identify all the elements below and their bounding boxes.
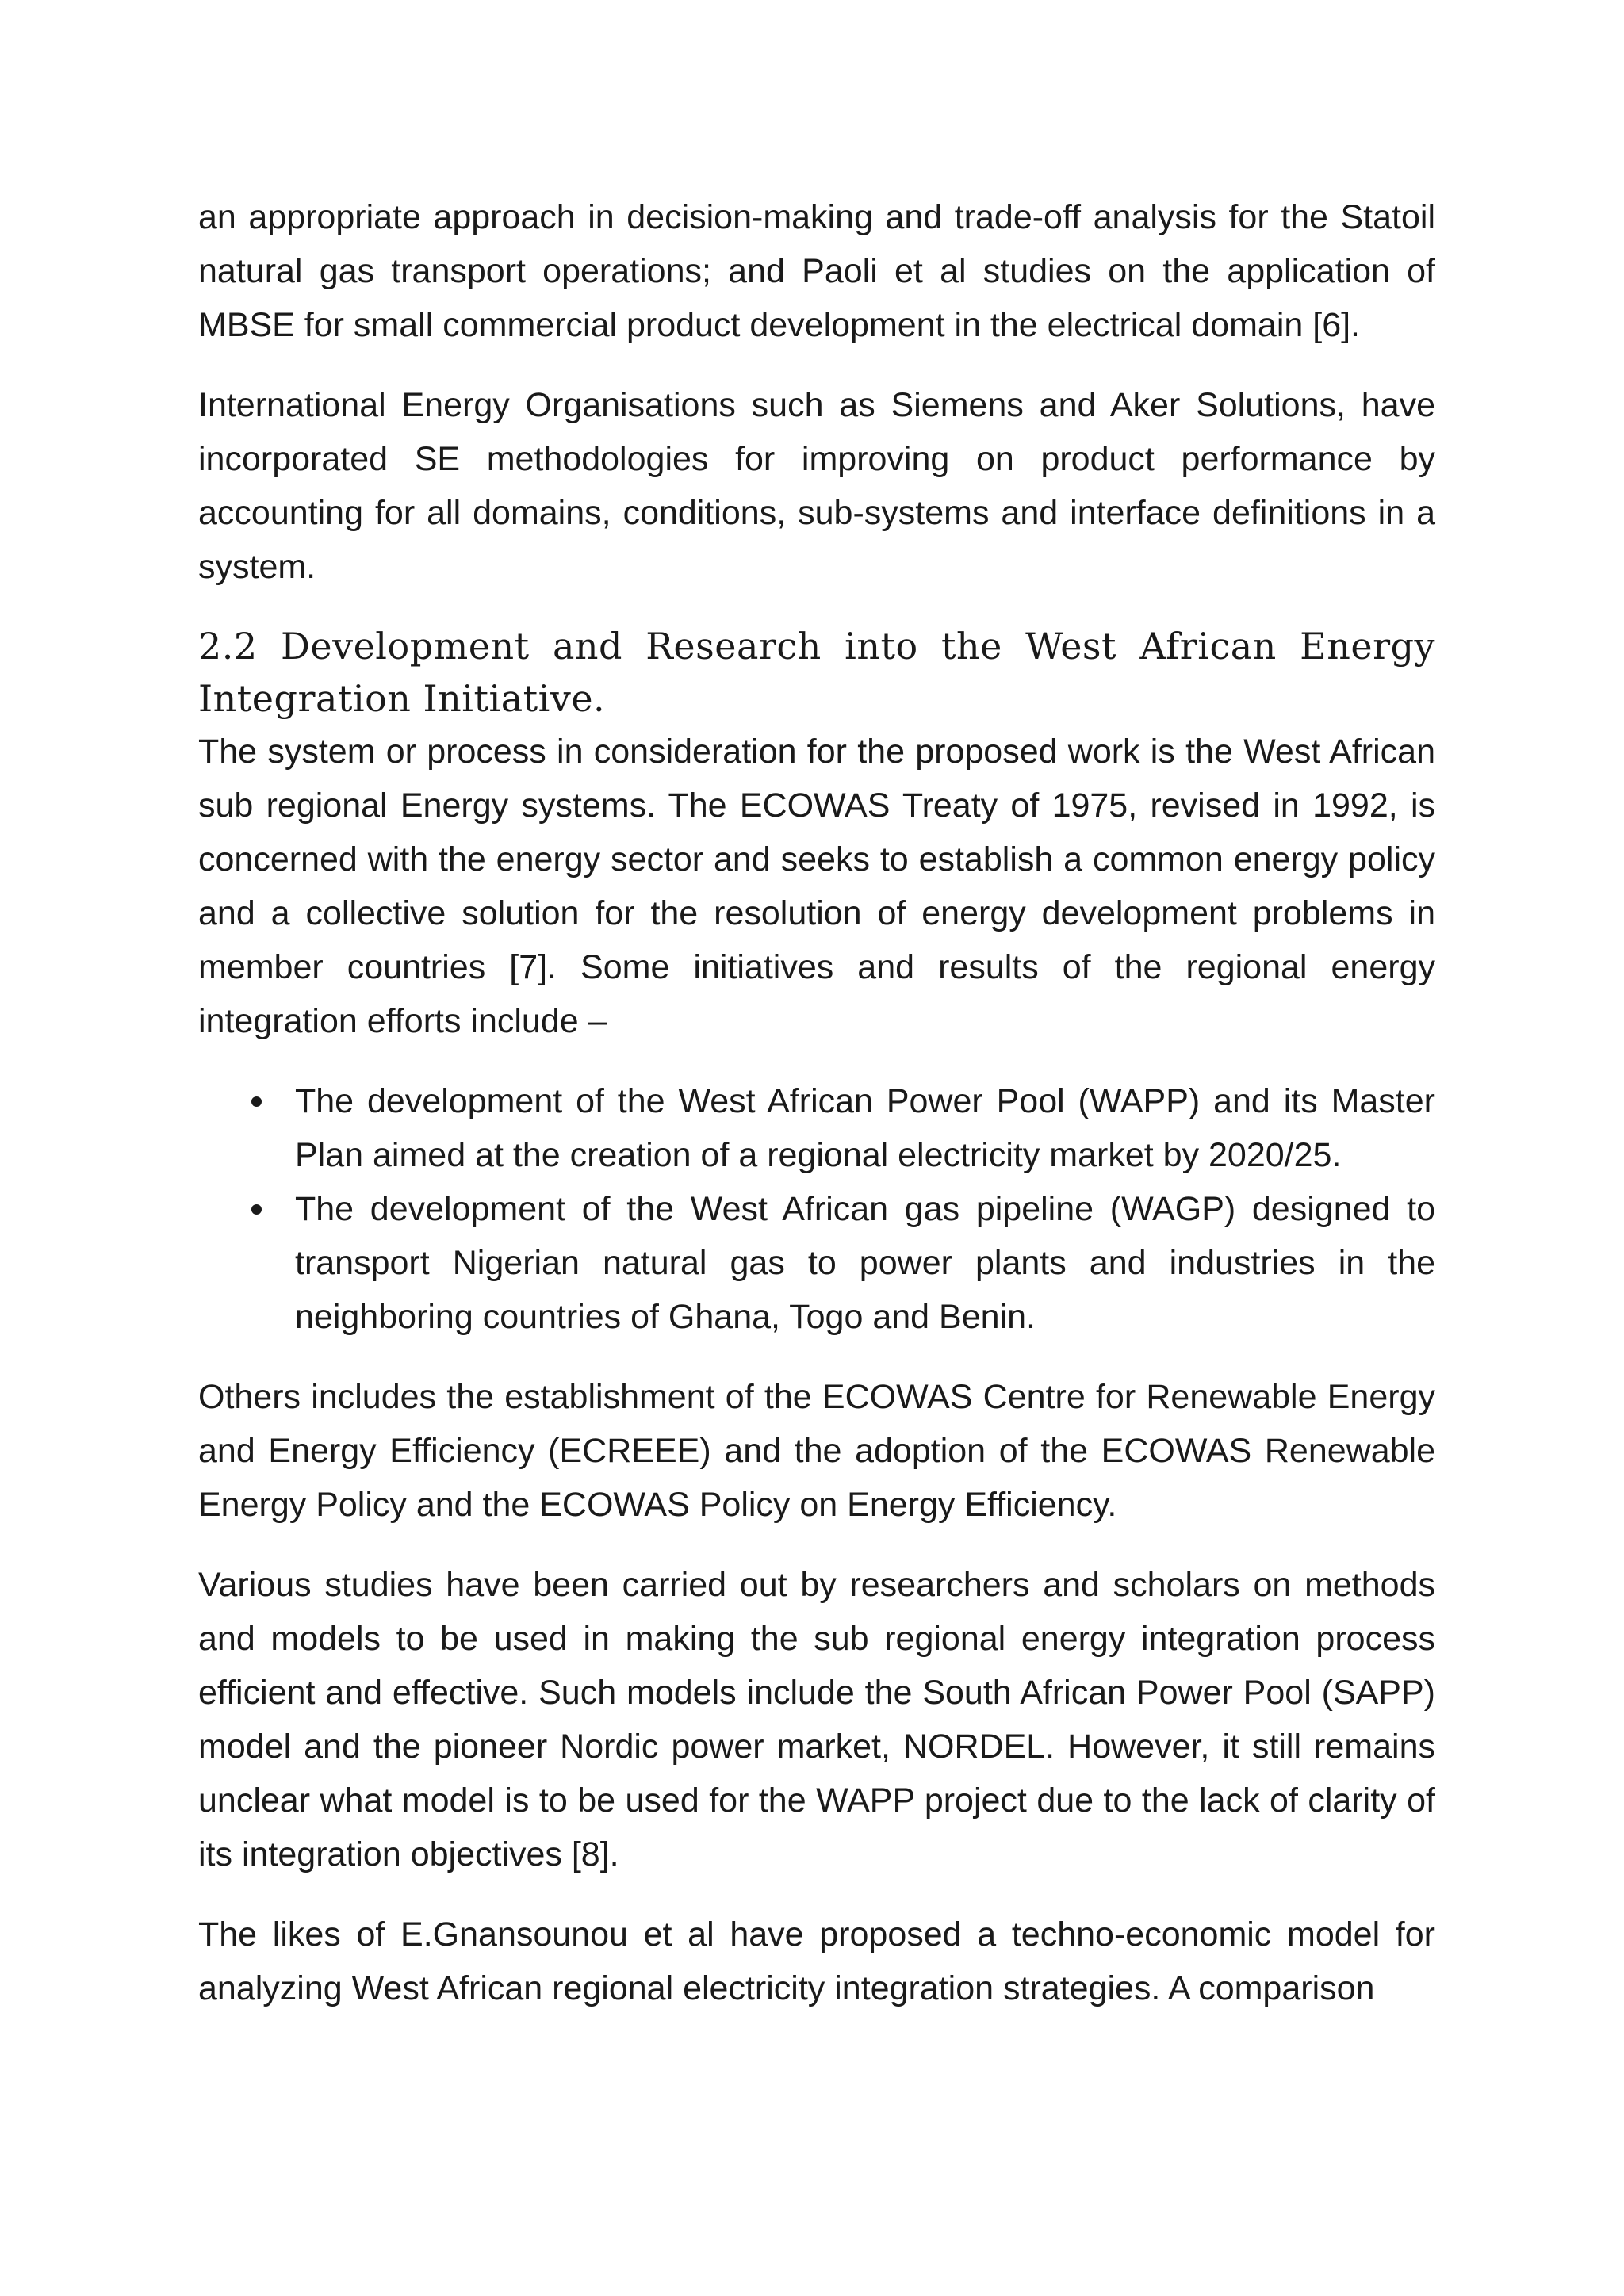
paragraph-ecowas-intro: The system or process in consideration for the proposed work is the West African sub regional Energy systems. The ECOWAS Treaty of 1975, revised in 1992, is concerned with the energy sector and seeks to establish a common energy policy and a collective solution for the resolution of energy development problems in member countries [7]. Some initiatives and results of the regional energy integration efforts include – bbox=[198, 733, 1435, 1040]
section-2-2 bbox=[198, 620, 1435, 1048]
initiatives-list bbox=[198, 1074, 1435, 1344]
section-heading: 2.2 Development and Research into the West African Energy Integration Initiative. bbox=[198, 625, 1435, 720]
list-item-wagp bbox=[198, 1182, 1435, 1344]
paragraph-energy-organisations: International Energy Organisations such as Siemens and Aker Solutions, have incorporated SE methodologies for improving on product performance by accounting for all domains, conditions, sub-systems and interface definitions in a system. bbox=[198, 386, 1435, 586]
paragraph-gnansounou: The likes of E.Gnansounou et al have proposed a techno-economic model for analyzing West African regional electricity integration strategies. A comparison bbox=[198, 1915, 1435, 2007]
paragraph-mbse-studies: an appropriate approach in decision-making and trade-off analysis for the Statoil natural gas transport operations; and Paoli et al studies on the application of MBSE for small commercial product development in the electrical domain [6]. bbox=[198, 198, 1435, 344]
paragraph-studies-models: Various studies have been carried out by researchers and scholars on methods and models to be used in making the sub regional energy integration process efficient and effective. Such models include the South African Power Pool (SAPP) model and the pioneer Nordic power market, NORDEL. However, it still remains unclear what model is to be used for the WAPP project due to the lack of clarity of its integration objectives [8]. bbox=[198, 1566, 1435, 1873]
list-item-text: The development of the West African gas pipeline (WAGP) designed to transport Nigerian natural gas to power plants and industries in the neighboring countries of Ghana, Togo and Benin. bbox=[295, 1190, 1435, 1336]
bullet-dot-icon bbox=[251, 1204, 262, 1215]
document-page bbox=[198, 190, 1435, 2042]
bullet-dot-icon bbox=[251, 1096, 262, 1107]
list-item-wapp bbox=[198, 1074, 1435, 1182]
list-item-text: The development of the West African Power Pool (WAPP) and its Master Plan aimed at the creation of a regional electricity market by 2020/25. bbox=[295, 1082, 1435, 1174]
paragraph-ecreee: Others includes the establishment of the ECOWAS Centre for Renewable Energy and Energy Efficiency (ECREEE) and the adoption of the ECOWAS Renewable Energy Policy and the ECOWAS Policy on Energy Efficiency. bbox=[198, 1378, 1435, 1524]
